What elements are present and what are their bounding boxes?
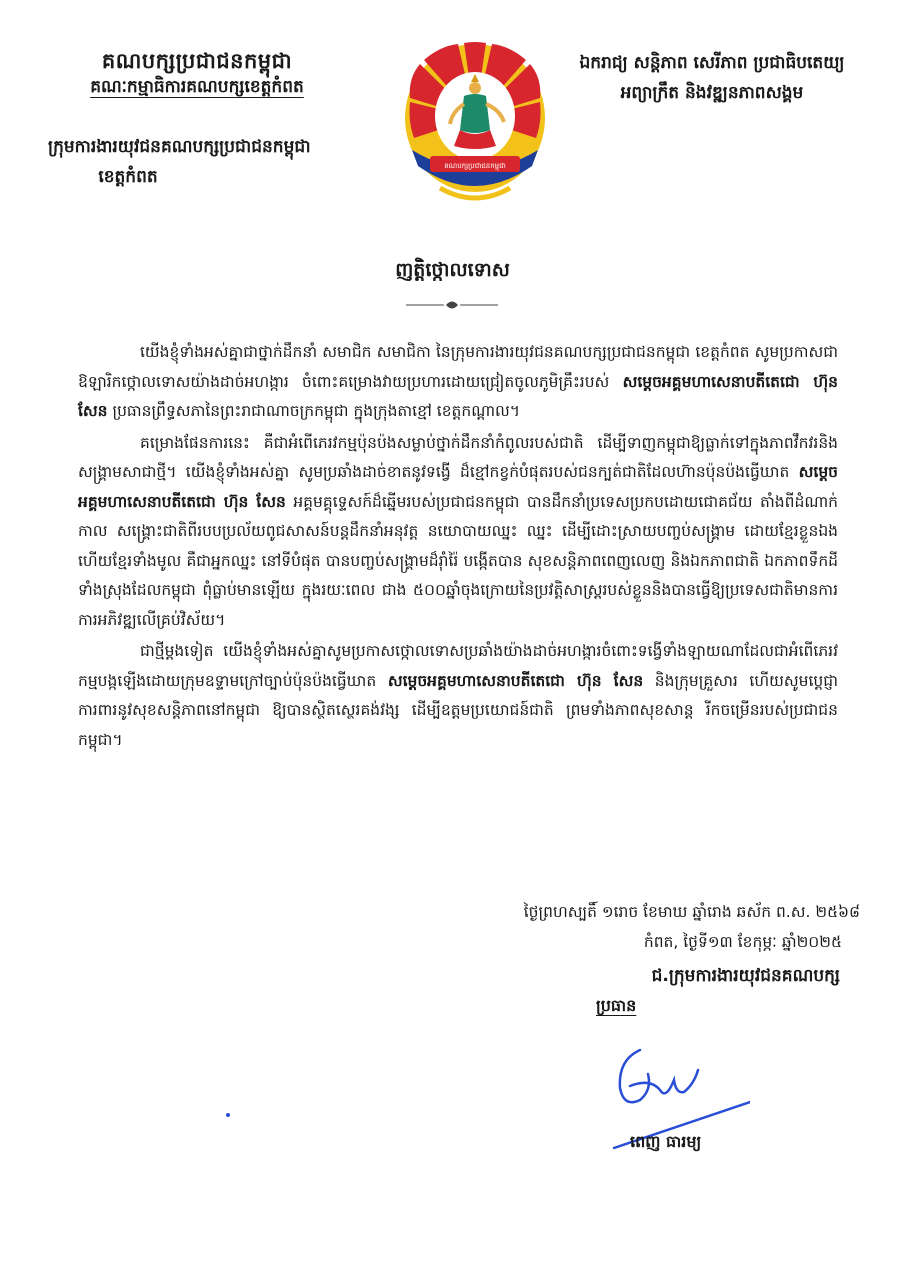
solar-date: កំពត, ថ្ងៃទី១៣ ខែកុម្ភៈ ឆ្នាំ២០២៥ [643,933,842,951]
leader-name: សម្តេចអគ្គមហាសេនាបតីតេជោ ហ៊ុន សែន [78,372,838,420]
document-body [78,338,838,757]
leader-name: សម្តេចអគ្គមហាសេនាបតីតេជោ ហ៊ុន សែន [387,671,644,690]
signer-title: ប្រធាន [596,996,637,1015]
paragraph-3-text-a: ជាថ្មីម្តងទៀត យើងខ្ញុំទាំងអស់គ្នាសូមប្រកាសថ្កោលទោសប្រឆាំងយ៉ាងដាច់អហង្ការចំពោះទង្វើទាំងឡាយណាដែលជាអំពើភេរវកម្មបង្កឡើងដោយក្រុមឧទ្ទាមក្រៅច្បាប់ប៉ុនប៉ងធ្វើឃាត [78,642,838,690]
signing-organization: ជ.ក្រុមការងារយុវជនគណបក្ស [651,966,840,986]
ink-dot [226,1113,230,1117]
paragraph-1-text-b: ប្រធានព្រឹទ្ធសភានៃព្រះរាជាណាចក្រកម្ពុជា ក្នុងក្រុងតាខ្មៅ ខេត្តកណ្តាល។ [107,402,521,420]
paragraph-2 [78,429,838,636]
party-logo [400,38,550,208]
provincial-committee: គណៈកម្មាធិការគណបក្សខេត្តកំពត [90,77,304,97]
paragraph-3-text-b: និងក្រុមគ្រួសារ ហើយសូមប្តេជ្ញាការពារនូវសុខសន្តិភាពនៅកម្ពុជា ឱ្យបានស្ថិតស្ថេរគង់វង្ស ដើម្បីឧត្តមប្រយោជន៍ជាតិ ព្រមទាំងភាពសុខសាន្ត រីកចម្រើនរបស់ប្រជាជនកម្ពុជា។ [78,671,838,749]
youth-org-line1: ក្រុមការងារយុវជនគណបក្សប្រជាជនកម្ពុជា [48,137,311,157]
lunar-date: ថ្ងៃព្រហស្បតិ៍ ១រោច ខែមាឃ ឆ្នាំរោង ឆស័ក ព.ស. ២៥៦៨ [523,903,860,921]
kingdom-slogan: ឯករាជ្យ សន្តិភាព សេរីភាព ប្រជាធិបតេយ្យ [579,53,845,73]
party-header [52,48,342,100]
youth-organization [48,132,348,192]
paragraph-2-text-a: គម្រោងផែនការនេះ គឺជាអំពើភេរវកម្មប៉ុនប៉ងសម្លាប់ថ្នាក់ដឹកនាំកំពូលរបស់ជាតិ ដើម្បីទាញកម្ពុជាឱ្យធ្លាក់ទៅក្នុងភាពវឹកវរនិងសង្គ្រាមសាជាថ្មី។ យើងខ្ញុំទាំងអស់គ្នា សូមប្រឆាំងដាច់ខាតនូវទង្វើ ដ៏ខ្មៅកខ្វក់បំផុតរបស់ជនក្បត់ជាតិដែលហ៊ានប៉ុនប៉ងធ្វើឃាត [78,433,838,481]
ornament-divider-icon [402,298,502,312]
paragraph-1-text-a: យើងខ្ញុំទាំងអស់គ្នាជាថ្នាក់ដឹកនាំ សមាជិក សមាជិកា នៃក្រុមការងារយុវជនគណបក្សប្រជាជនកម្ពុជា ខេត្តកំពត សូមប្រកាសជាឱឡារិកថ្កោលទោសយ៉ាងដាច់អហង្ការ ចំពោះគម្រោងវាយប្រហារដោយជ្រៀតចូលភូមិគ្រឹះរបស់ [78,343,838,391]
youth-org-line2: ខេត្តកំពត [98,167,158,187]
kingdom-motto: អព្យាក្រឹត និងវឌ្ឍនភាពសង្គម [620,83,804,103]
document-title: ញត្តិថ្កោលទោស [395,259,510,281]
kingdom-header [552,48,872,108]
paragraph-2-text-b: អគ្គមគ្គុទ្ទេសក៍ដ៏ឆ្នើមរបស់ប្រជាជនកម្ពុជា បានដឹកនាំប្រទេសប្រកបដោយជោគជ័យ តាំងពីដំណាក់កាល សង្គ្រោះជាតិពីរបបប្រល័យពូជសាសន៍បន្តដឹកនាំអនុវត្ត នយោបាយឈ្នះ ឈ្នះ ដើម្បីដោះស្រាយបញ្ចប់សង្គ្រាម ដោយខ្មែរខ្លួនឯង ហើយខ្មែរទាំងមូល គឺជាអ្នកឈ្នះ នៅទីបំផុត បានបញ្ចប់សង្គ្រាមដ៏រ៉ាំរ៉ៃ បង្កើតបាន សុខសន្តិភាពពេញលេញ និងឯកភាពជាតិ ឯកភាពទឹកដី ទាំងស្រុងដែលកម្ពុជា ពុំធ្លាប់មានឡើយ ក្នុងរយៈពេល ជាង ៥០០ឆ្នាំចុងក្រោយនៃប្រវត្តិសាស្ត្ររបស់ខ្លួននិងបានធ្វើឱ្យប្រទេសជាតិមានការ ការអភិវឌ្ឍលើគ្រប់វិស័យ។ [78,492,838,629]
paragraph-3 [78,637,838,755]
party-name: គណបក្សប្រជាជនកម្ពុជា [101,49,293,73]
paragraph-1 [78,338,838,427]
signer-name: ពេញ ធារម្យ [630,1132,702,1151]
logo-banner-text: គណបក្សប្រជាជនកម្ពុជា [444,162,506,170]
leader-name: សម្តេចអគ្គមហាសេនាបតីតេជោ ហ៊ុន សែន [78,463,838,511]
